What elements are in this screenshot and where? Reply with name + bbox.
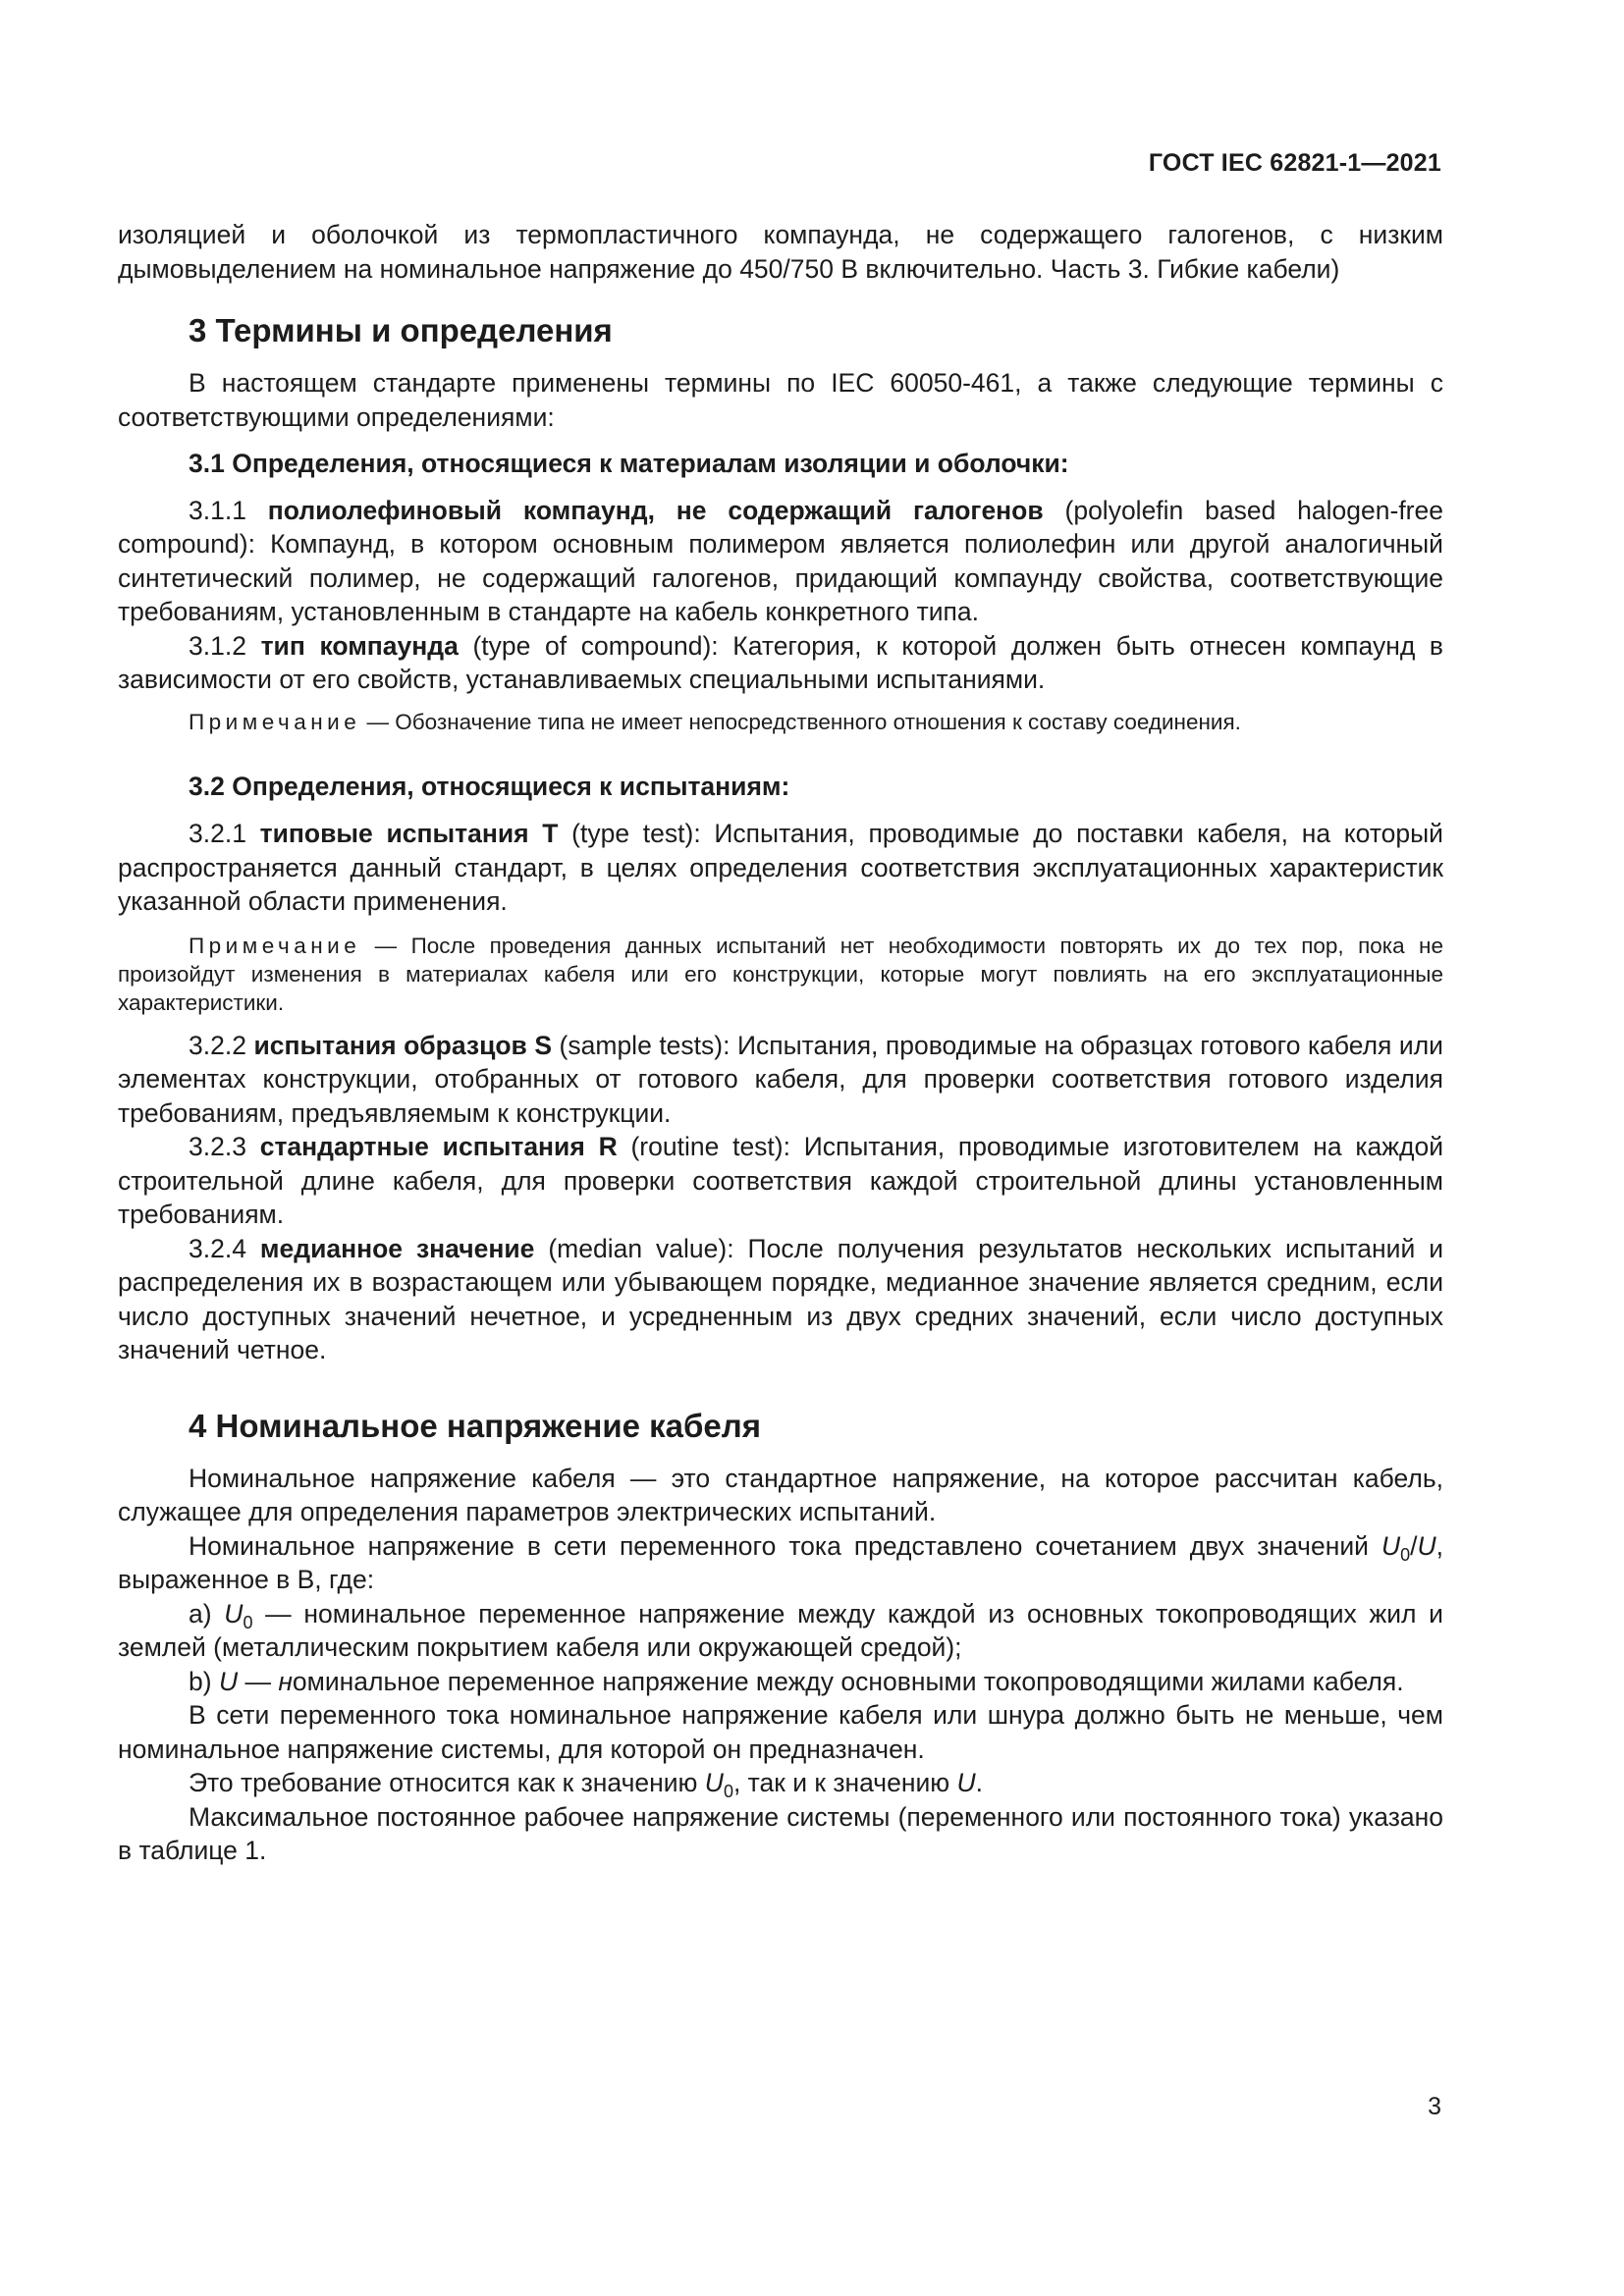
symbol-u: U — [1417, 1530, 1436, 1561]
note-text: — После проведения данных испытаний нет необходимости повторять их до тех пор, пока не произойдут изменения в материалах кабеля или его конструкции, которые могут повлиять на его эксплуатационные характеристики. — [118, 933, 1443, 1015]
term-definition: (type of compound): Категория, к которой должен быть отнесен компаунд в зависимости от его свойств, устанавливаемых специальными испытаниями. — [118, 630, 1443, 694]
list-item-a — [118, 1597, 1443, 1665]
page-number: 3 — [1428, 2093, 1441, 2120]
subscript: 0 — [1400, 1544, 1411, 1565]
section-3-1-title: 3.1 Определения, относящиеся к материалам изоляции и оболочки: — [189, 449, 1069, 478]
text-run: — номинальное переменное напряжение между каждой из основных токопроводящих жил и землей (металлическим покрытием кабеля или окружающей средой); — [118, 1598, 1443, 1662]
section-4-paragraph-4 — [118, 1766, 1443, 1800]
term-number: 3.2.4 — [189, 1233, 260, 1263]
section-3-title: 3 Термины и определения — [189, 312, 613, 348]
symbol-u: U — [956, 1768, 976, 1797]
term-name: испытания образцов S — [253, 1030, 553, 1060]
term-definition: (median value): После получения результатов нескольких испытаний и распределения их в возрастающем или убывающем порядке, медианное значение является средним, если число доступных значений нечетное, и усредненным из двух средних значений, если число доступных значений четное. — [118, 1233, 1444, 1364]
symbol-u: U — [218, 1666, 239, 1696]
section-4-paragraph-5: Максимальное постоянное рабочее напряжение системы (переменного или постоянного тока) указано в таблице 1. — [118, 1801, 1443, 1865]
italic-letter: н — [278, 1666, 293, 1696]
term-number: 3.1.1 — [189, 495, 268, 525]
term-number: 3.2.3 — [189, 1132, 260, 1161]
term-name: полиолефиновый компаунд, не содержащий галогенов — [267, 495, 1044, 525]
list-label: b) — [189, 1666, 219, 1696]
term-3-2-1 — [118, 817, 1443, 919]
note-2 — [118, 932, 1443, 1017]
term-3-1-2 — [118, 629, 1443, 697]
section-4-paragraph-1: Номинальное напряжение кабеля — это стандартное напряжение, на которое рассчитан кабель, служащее для определения параметров электрических испытаний. — [118, 1463, 1443, 1526]
text-run: , выраженное в В, где: — [118, 1530, 1443, 1594]
note-1 — [118, 708, 1443, 736]
text-run: — — [238, 1666, 279, 1696]
section-4-paragraph-2 — [118, 1529, 1443, 1597]
document-code: ГОСТ IEC 62821-1—2021 — [1148, 149, 1441, 177]
term-name: медианное значение — [259, 1233, 535, 1263]
intro-paragraph: изоляцией и оболочкой из термопластичного компаунда, не содержащего галогенов, с низким дымовыделением на номинальное напряжение до 450/750 В включительно. Часть 3. Гибкие кабели) — [118, 220, 1443, 284]
term-definition: (routine test): Испытания, проводимые изготовителем на каждой строительной длине кабеля, для проверки соответствия каждой строительной длины установленным требованиям. — [118, 1132, 1444, 1229]
term-3-2-4 — [118, 1232, 1443, 1367]
subscript: 0 — [723, 1782, 733, 1801]
symbol-u: U — [1380, 1530, 1401, 1561]
note-label: Примечание — [189, 933, 361, 958]
note-text: — Обозначение типа не имеет непосредственного отношения к составу соединения. — [360, 709, 1241, 734]
note-label: Примечание — [189, 709, 361, 734]
term-name: типовые испытания T — [259, 819, 559, 848]
term-number: 3.2.1 — [189, 819, 260, 848]
text-run: , так и к значению — [732, 1768, 957, 1797]
section-3-intro: В настоящем стандарте применены термины по IEC 60050-461, а также следующие термины с соответствующими определениями: — [118, 368, 1443, 432]
list-label: a) — [189, 1598, 225, 1629]
text-run: / — [1410, 1530, 1418, 1561]
term-3-1-1 — [118, 494, 1443, 629]
page-content — [118, 218, 1443, 1868]
term-3-2-2 — [118, 1029, 1443, 1131]
symbol-u: U — [704, 1768, 724, 1797]
subscript: 0 — [243, 1612, 253, 1632]
text-run: Это требование относится как к значению — [189, 1768, 705, 1797]
term-definition: (type test): Испытания, проводимые до поставки кабеля, на который распространяется данный стандарт, в целях определения соответствия эксплуатационных характеристик указанной области применения. — [118, 819, 1443, 916]
symbol-u: U — [224, 1598, 244, 1629]
list-item-b — [118, 1665, 1443, 1699]
term-name: тип компаунда — [260, 630, 459, 661]
term-3-2-3 — [118, 1130, 1443, 1232]
text-run: Номинальное напряжение в сети переменного тока представлено сочетанием двух значений — [189, 1530, 1381, 1561]
text-run: оминальное переменное напряжение между основными токопроводящими жилами кабеля. — [292, 1666, 1404, 1696]
term-definition: (polyolefin based halogen-free compound): Компаунд, в котором основным полимером является полиолефин или другой аналогичный синтетический полимер, не содержащий галогенов, придающий компаунду свойства, соответствующие требованиям, установленным в стандарте на кабель конкретного типа. — [118, 495, 1443, 626]
text-run: . — [975, 1768, 984, 1797]
term-number: 3.1.2 — [189, 630, 261, 661]
term-definition: (sample tests): Испытания, проводимые на образцах готового кабеля или элементах конструкции, отобранных от готового кабеля, для проверки соответствия готового изделия требованиям, предъявляемым к конструкции. — [118, 1030, 1443, 1128]
section-3-2-title: 3.2 Определения, относящиеся к испытаниям: — [189, 771, 790, 801]
term-name: стандартные испытания R — [259, 1132, 618, 1161]
term-number: 3.2.2 — [189, 1030, 254, 1060]
section-4-title: 4 Номинальное напряжение кабеля — [189, 1407, 761, 1444]
section-4-paragraph-3: В сети переменного тока номинальное напряжение кабеля или шнура должно быть не меньше, чем номинальное напряжение системы, для которой он предназначен. — [118, 1700, 1443, 1764]
